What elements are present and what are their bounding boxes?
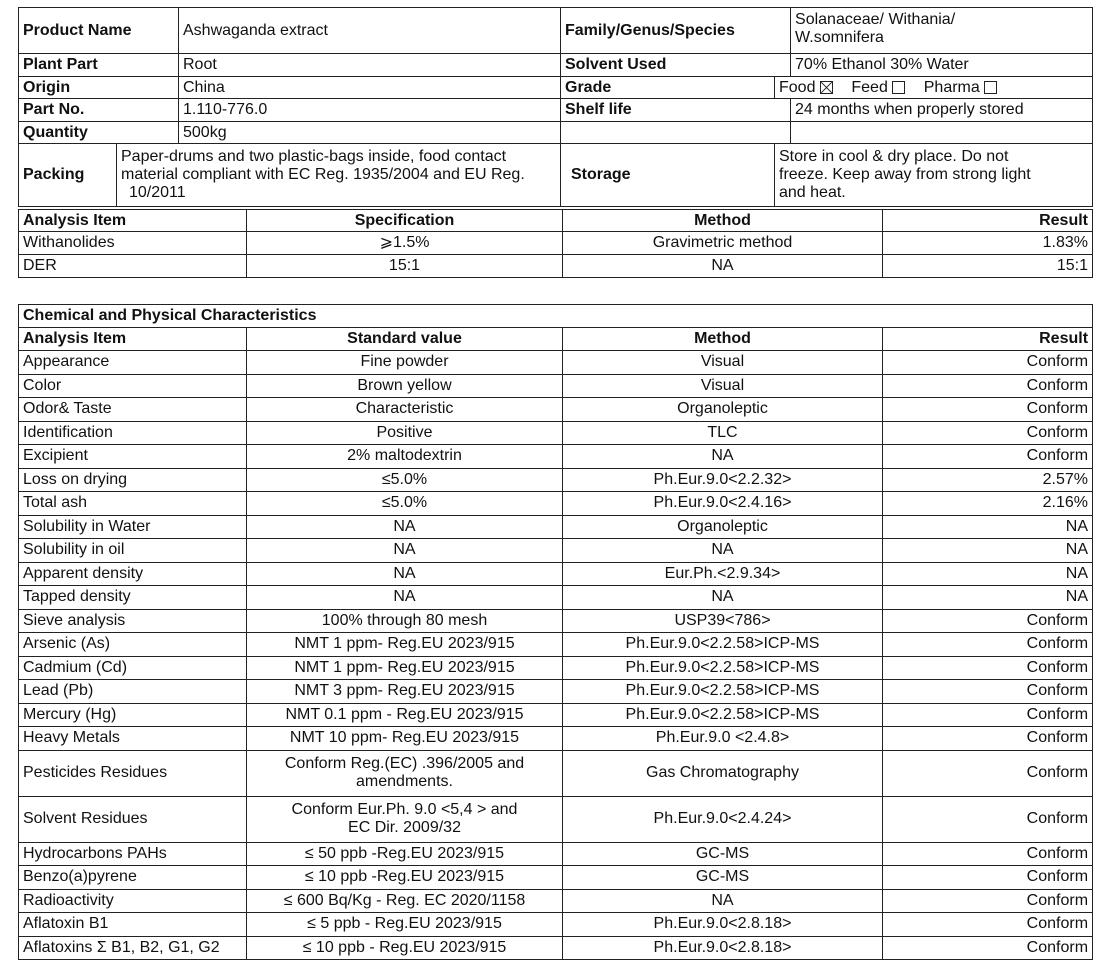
analysis-table <box>18 209 1093 278</box>
analysis-result: 15:1 <box>883 255 1093 278</box>
chem-result: Conform <box>883 445 1093 469</box>
chem-standard: Positive <box>247 421 563 445</box>
chem-col-result: Result <box>883 328 1093 351</box>
chem-item: Radioactivity <box>19 889 247 913</box>
table-row <box>19 703 1093 727</box>
chem-method: NA <box>563 586 883 610</box>
table-row <box>19 866 1093 890</box>
chem-result: Conform <box>883 750 1093 796</box>
chem-result: Conform <box>883 656 1093 680</box>
chem-standard: NA <box>247 586 563 610</box>
family-line-2: W.somnifera <box>795 29 884 46</box>
table-row <box>19 255 1093 278</box>
solvent-label: Solvent Used <box>561 54 791 77</box>
chem-standard-line-1: Conform Eur.Ph. 9.0 <5,4 > and <box>291 801 518 818</box>
chem-result: 2.16% <box>883 492 1093 516</box>
chem-result: Conform <box>883 703 1093 727</box>
analysis-method: NA <box>563 255 883 278</box>
plant-part-label: Plant Part <box>19 54 179 77</box>
chem-item: Sieve analysis <box>19 609 247 633</box>
analysis-col-item: Analysis Item <box>19 210 247 232</box>
analysis-item: Withanolides <box>19 232 247 255</box>
feed-checkbox <box>892 81 905 94</box>
origin-label: Origin <box>19 77 179 99</box>
chem-item: Apparent density <box>19 562 247 586</box>
chem-result: NA <box>883 539 1093 563</box>
storage-value <box>775 144 1093 207</box>
empty-cell <box>791 122 1093 144</box>
analysis-spec: ⩾1.5% <box>247 232 563 255</box>
table-row <box>19 842 1093 866</box>
chem-standard: Characteristic <box>247 398 563 422</box>
chem-result: Conform <box>883 936 1093 960</box>
table-row <box>19 609 1093 633</box>
grade-label: Grade <box>561 77 775 99</box>
chem-standard: NA <box>247 562 563 586</box>
analysis-method: Gravimetric method <box>563 232 883 255</box>
chem-item: Benzo(a)pyrene <box>19 866 247 890</box>
chem-method: Ph.Eur.9.0<2.8.18> <box>563 936 883 960</box>
table-row <box>19 889 1093 913</box>
chem-item: Appearance <box>19 351 247 375</box>
storage-line-2: freeze. Keep away from strong light <box>779 166 1031 183</box>
table-row <box>19 374 1093 398</box>
shelf-life-label: Shelf life <box>561 99 791 122</box>
chem-standard: ≤ 10 ppb -Reg.EU 2023/915 <box>247 866 563 890</box>
chem-standard-line-2: EC Dir. 2009/32 <box>348 819 461 836</box>
chem-item: Heavy Metals <box>19 727 247 751</box>
table-row <box>19 796 1093 842</box>
chem-result: Conform <box>883 727 1093 751</box>
chem-method: Ph.Eur.9.0<2.2.58>ICP-MS <box>563 703 883 727</box>
chem-method: NA <box>563 889 883 913</box>
chem-item: Solubility in oil <box>19 539 247 563</box>
table-row <box>19 656 1093 680</box>
chem-col-standard: Standard value <box>247 328 563 351</box>
table-row <box>19 539 1093 563</box>
chem-col-item: Analysis Item <box>19 328 247 351</box>
table-row <box>19 232 1093 255</box>
origin-value: China <box>179 77 561 99</box>
grade-option-food <box>779 79 833 96</box>
chem-section-title: Chemical and Physical Characteristics <box>19 305 1093 328</box>
chem-standard: 2% maltodextrin <box>247 445 563 469</box>
chem-item: Pesticides Residues <box>19 750 247 796</box>
chem-item: Aflatoxin B1 <box>19 913 247 937</box>
chem-standard: ≤5.0% <box>247 492 563 516</box>
chem-item: Solvent Residues <box>19 796 247 842</box>
table-row <box>19 492 1093 516</box>
chem-item: Solubility in Water <box>19 515 247 539</box>
chem-result: Conform <box>883 796 1093 842</box>
chem-standard: NMT 3 ppm- Reg.EU 2023/915 <box>247 680 563 704</box>
storage-label: Storage <box>561 144 775 207</box>
chem-standard: NMT 1 ppm- Reg.EU 2023/915 <box>247 633 563 657</box>
chem-result: Conform <box>883 633 1093 657</box>
analysis-col-method: Method <box>563 210 883 232</box>
chem-standard <box>247 750 563 796</box>
chem-standard: ≤ 50 ppb -Reg.EU 2023/915 <box>247 842 563 866</box>
analysis-spec: 15:1 <box>247 255 563 278</box>
chem-method: Visual <box>563 351 883 375</box>
chem-method: Ph.Eur.9.0<2.2.58>ICP-MS <box>563 680 883 704</box>
chem-item: Excipient <box>19 445 247 469</box>
chem-method: Ph.Eur.9.0<2.8.18> <box>563 913 883 937</box>
chem-method: TLC <box>563 421 883 445</box>
chem-result: 2.57% <box>883 468 1093 492</box>
food-checkbox <box>820 81 833 94</box>
table-row <box>19 421 1093 445</box>
storage-line-1: Store in cool & dry place. Do not <box>779 148 1009 165</box>
chem-result: NA <box>883 515 1093 539</box>
table-row <box>19 562 1093 586</box>
grade-option-pharma <box>924 79 997 96</box>
chem-result: Conform <box>883 866 1093 890</box>
chem-method: Organoleptic <box>563 398 883 422</box>
product-name-value: Ashwaganda extract <box>179 8 561 54</box>
chem-result: Conform <box>883 398 1093 422</box>
grade-pharma-label: Pharma <box>923 78 980 96</box>
chem-method: Visual <box>563 374 883 398</box>
quantity-label: Quantity <box>19 122 179 144</box>
family-value <box>791 8 1093 54</box>
chem-method: Organoleptic <box>563 515 883 539</box>
chem-item: Identification <box>19 421 247 445</box>
chem-item: Color <box>19 374 247 398</box>
table-row <box>19 351 1093 375</box>
chem-method: GC-MS <box>563 866 883 890</box>
chem-item: Arsenic (As) <box>19 633 247 657</box>
chem-standard: Brown yellow <box>247 374 563 398</box>
shelf-life-value: 24 months when properly stored <box>791 99 1093 122</box>
table-row <box>19 913 1093 937</box>
chem-standard-line-1: Conform Reg.(EC) .396/2005 and <box>284 755 525 772</box>
chem-method: GC-MS <box>563 842 883 866</box>
table-row <box>19 515 1093 539</box>
table-row <box>19 750 1093 796</box>
chem-table-body <box>19 351 1093 960</box>
table-row <box>19 586 1093 610</box>
analysis-item: DER <box>19 255 247 278</box>
chem-standard: 100% through 80 mesh <box>247 609 563 633</box>
chem-method: Ph.Eur.9.0<2.4.16> <box>563 492 883 516</box>
chem-standard-line-2: amendments. <box>356 773 453 790</box>
chem-standard: Fine powder <box>247 351 563 375</box>
chem-item: Cadmium (Cd) <box>19 656 247 680</box>
table-row <box>19 468 1093 492</box>
chem-standard: ≤ 10 ppb - Reg.EU 2023/915 <box>247 936 563 960</box>
part-no-label: Part No. <box>19 99 179 122</box>
family-label: Family/Genus/Species <box>561 8 791 54</box>
chem-result: Conform <box>883 421 1093 445</box>
product-name-label: Product Name <box>19 8 179 54</box>
chem-standard: NMT 1 ppm- Reg.EU 2023/915 <box>247 656 563 680</box>
table-row <box>19 936 1093 960</box>
chem-standard: ≤ 600 Bq/Kg - Reg. EC 2020/1158 <box>247 889 563 913</box>
chem-standard: NA <box>247 539 563 563</box>
chem-standard: ≤ 5 ppb - Reg.EU 2023/915 <box>247 913 563 937</box>
chem-col-method: Method <box>563 328 883 351</box>
chem-result: Conform <box>883 842 1093 866</box>
grade-food-label: Food <box>779 78 816 96</box>
chem-method: Ph.Eur.9.0<2.2.58>ICP-MS <box>563 656 883 680</box>
chem-standard: ≤5.0% <box>247 468 563 492</box>
chem-item: Aflatoxins Σ B1, B2, G1, G2 <box>19 936 247 960</box>
chem-item: Odor& Taste <box>19 398 247 422</box>
table-row <box>19 445 1093 469</box>
table-row <box>19 727 1093 751</box>
chem-result: Conform <box>883 889 1093 913</box>
empty-cell <box>561 122 791 144</box>
chem-method: NA <box>563 445 883 469</box>
pharma-checkbox <box>984 81 997 94</box>
chem-result: Conform <box>883 351 1093 375</box>
chem-method: Ph.Eur.9.0<2.2.32> <box>563 468 883 492</box>
chem-method: Eur.Ph.<2.9.34> <box>563 562 883 586</box>
quantity-value: 500kg <box>179 122 561 144</box>
chem-method: Gas Chromatography <box>563 750 883 796</box>
table-row <box>19 680 1093 704</box>
chem-method: NA <box>563 539 883 563</box>
packing-line-1: Paper-drums and two plastic-bags inside, food contact <box>121 148 507 165</box>
chem-item: Mercury (Hg) <box>19 703 247 727</box>
chem-result: Conform <box>883 680 1093 704</box>
solvent-value: 70% Ethanol 30% Water <box>791 54 1093 77</box>
chem-item: Hydrocarbons PAHs <box>19 842 247 866</box>
analysis-result: 1.83% <box>883 232 1093 255</box>
chem-standard: NMT 0.1 ppm - Reg.EU 2023/915 <box>247 703 563 727</box>
packing-value <box>117 144 561 207</box>
chem-item: Total ash <box>19 492 247 516</box>
chem-standard: NA <box>247 515 563 539</box>
family-line-1: Solanaceae/ Withania/ <box>795 11 956 28</box>
chem-standard: NMT 10 ppm- Reg.EU 2023/915 <box>247 727 563 751</box>
chem-method: Ph.Eur.9.0<2.2.58>ICP-MS <box>563 633 883 657</box>
table-row <box>19 633 1093 657</box>
packing-label: Packing <box>19 144 117 207</box>
analysis-col-result: Result <box>883 210 1093 232</box>
grade-options <box>775 77 1093 99</box>
chem-item: Tapped density <box>19 586 247 610</box>
chem-method: Ph.Eur.9.0<2.4.24> <box>563 796 883 842</box>
chem-standard <box>247 796 563 842</box>
analysis-col-spec: Specification <box>247 210 563 232</box>
product-info-table <box>18 7 1093 207</box>
packing-line-2: material compliant with EC Reg. 1935/2004 and EU Reg. <box>121 166 525 183</box>
chem-result: Conform <box>883 913 1093 937</box>
table-row <box>19 398 1093 422</box>
chem-result: Conform <box>883 374 1093 398</box>
grade-option-feed <box>851 79 905 96</box>
chem-result: NA <box>883 586 1093 610</box>
chem-item: Lead (Pb) <box>19 680 247 704</box>
chem-item: Loss on drying <box>19 468 247 492</box>
chem-result: Conform <box>883 609 1093 633</box>
plant-part-value: Root <box>179 54 561 77</box>
chem-method: USP39<786> <box>563 609 883 633</box>
chem-result: NA <box>883 562 1093 586</box>
storage-line-3: and heat. <box>779 184 846 201</box>
chem-method: Ph.Eur.9.0 <2.4.8> <box>563 727 883 751</box>
packing-line-3: 10/2011 <box>129 184 186 201</box>
chemical-physical-table <box>18 304 1093 960</box>
part-no-value: 1.110-776.0 <box>179 99 561 122</box>
grade-feed-label: Feed <box>851 78 888 96</box>
